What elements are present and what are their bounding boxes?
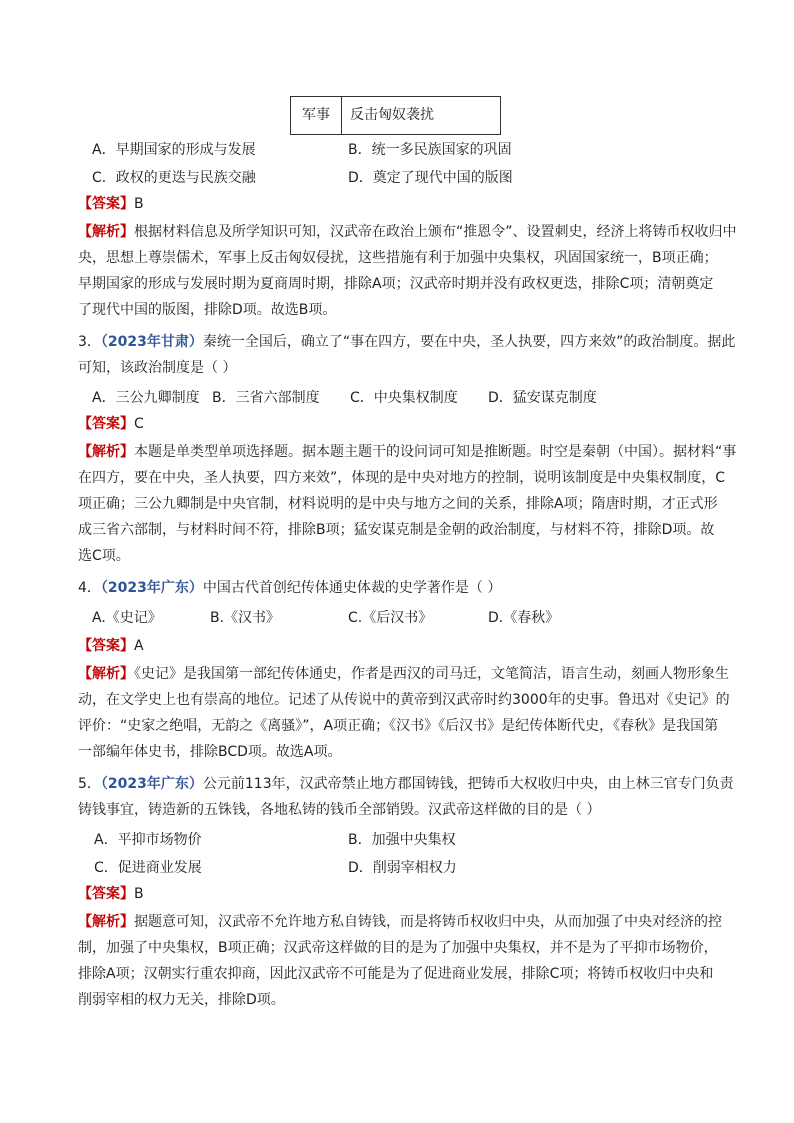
q2-analysis-line: 央，思想上尊崇儒术，军事上反击匈奴侵扰，这些措施有利于加强中央集权，巩固国家统一，B项正确； xyxy=(78,250,718,266)
table-key: 军事 xyxy=(291,97,342,135)
q4-option-a: A.《史记》 xyxy=(92,610,162,626)
q5-analysis-line: 【解析】据题意可知，汉武帝不允许地方私自铸钱，而是将铸币权收归中央，从而加强了中央对经济的控 xyxy=(78,914,722,930)
q3-analysis-line: 【解析】本题是单类型单项选择题。据本题主题干的设问词可知是推断题。时空是秦朝（中国）。据材料“事 xyxy=(78,444,737,460)
q3-analysis-line: 在四方，要在中央，圣人执要，四方来效”，体现的是中央对地方的控制，说明该制度是中央集权制度，C xyxy=(78,470,726,486)
q2-answer: 【答案】B xyxy=(78,196,144,212)
q3-option-b: B．三省六部制度 xyxy=(212,390,320,406)
q3-analysis-line: 成三省六部制，与材料时间不符，排除B项；猛安谋克制是金朝的政治制度，与材料不符，排除D项。故 xyxy=(78,522,715,538)
q3-answer: 【答案】C xyxy=(78,416,144,432)
q3-stem-line: 可知，该政治制度是（ ） xyxy=(78,360,237,376)
q2-option-d: D．奠定了现代中国的版图 xyxy=(348,170,513,186)
q4-analysis-line: 动，在文学史上也有崇高的地位。记述了从传说中的黄帝到汉武帝时约3000年的史事。鲁迅对《史记》的 xyxy=(78,692,730,708)
q5-option-a: A．平抑市场物价 xyxy=(94,832,202,848)
q5-option-b: B．加强中央集权 xyxy=(348,832,456,848)
material-table xyxy=(290,96,501,135)
q5-option-d: D．削弱宰相权力 xyxy=(348,860,457,876)
q5-answer: 【答案】B xyxy=(78,886,144,902)
q3-option-d: D．猛安谋克制度 xyxy=(488,390,597,406)
q2-option-c: C．政权的更迭与民族交融 xyxy=(92,170,256,186)
q5-analysis-line: 制，加强了中央集权，B项正确；汉武帝这样做的目的是为了加强中央集权，并不是为了平抑市场物价， xyxy=(78,940,718,956)
q5-stem: 5．（2023年广东）公元前113年，汉武帝禁止地方郡国铸钱，把铸币大权收归中央，由上林三官专门负责 xyxy=(78,776,734,792)
q3-option-a: A．三公九卿制度 xyxy=(92,390,200,406)
q4-answer: 【答案】A xyxy=(78,638,144,654)
q5-stem-line: 铸钱事宜，铸造新的五铢钱，各地私铸的钱币全部销毁。汉武帝这样做的目的是（ ） xyxy=(78,802,601,818)
q4-option-d: D.《春秋》 xyxy=(488,610,560,626)
q5-analysis-line: 削弱宰相的权力无关，排除D项。 xyxy=(78,992,285,1008)
q4-stem: 4．（2023年广东）中国古代首创纪传体通史体裁的史学著作是（ ） xyxy=(78,580,502,596)
q2-analysis-line: 早期国家的形成与发展时期为夏商周时期，排除A项；汉武帝时期并没有政权更迭，排除C项；清朝奠定 xyxy=(78,276,714,292)
q4-option-b: B.《汉书》 xyxy=(210,610,281,626)
q2-analysis-line: 了现代中国的版图，排除D项。故选B项。 xyxy=(78,302,337,318)
q3-analysis-line: 项正确；三公九卿制是中央官制，材料说明的是中央与地方之间的关系，排除A项；隋唐时期，才正式形 xyxy=(78,496,718,512)
q4-analysis-line: 一部编年体史书，排除BCD项。故选A项。 xyxy=(78,744,342,760)
q5-analysis-line: 排除A项；汉朝实行重农抑商，因此汉武帝不可能是为了促进商业发展，排除C项；将铸币权收归中央和 xyxy=(78,966,714,982)
q2-option-b: B．统一多民族国家的巩固 xyxy=(348,142,512,158)
q2-option-a: A．早期国家的形成与发展 xyxy=(92,142,256,158)
q4-analysis-line: 【解析】《史记》是我国第一部纪传体通史，作者是西汉的司马迁，文笔简洁，语言生动，刻画人物形象生 xyxy=(78,666,729,682)
q5-option-c: C．促进商业发展 xyxy=(94,860,202,876)
q2-analysis-line: 【解析】根据材料信息及所学知识可知，汉武帝在政治上颁布“推恩令”、设置刺史，经济上将铸币权收归中 xyxy=(78,224,737,240)
q3-option-c: C．中央集权制度 xyxy=(350,390,458,406)
q3-analysis-line: 选C项。 xyxy=(78,548,130,564)
table-value: 反击匈奴袭扰 xyxy=(342,97,501,135)
q3-stem: 3．（2023年甘肃）秦统一全国后，确立了“事在四方，要在中央，圣人执要，四方来效”的政治制度。据此 xyxy=(78,334,736,350)
q4-analysis-line: 评价：“史家之绝唱，无韵之《离骚》”，A项正确；《汉书》《后汉书》是纪传体断代史，《春秋》是我国第 xyxy=(78,718,719,734)
q4-option-c: C.《后汉书》 xyxy=(348,610,433,626)
